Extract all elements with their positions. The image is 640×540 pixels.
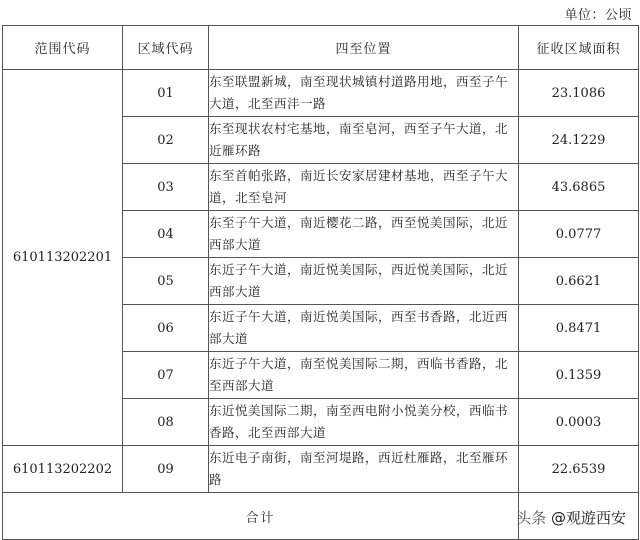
area-code-cell: 07 (123, 352, 209, 399)
area-code-cell: 09 (123, 446, 209, 493)
area-size-cell: 24.1229 (519, 117, 639, 164)
area-code-cell: 06 (123, 305, 209, 352)
area-size-cell: 0.0003 (519, 399, 639, 446)
total-label: 合计 (3, 493, 519, 540)
header-area-size: 征收区域面积 (519, 26, 639, 70)
boundaries-cell: 东至现状农村宅基地，南至皂河，西至子午大道，北近雁环路 (209, 117, 519, 164)
area-size-cell: 22.6539 (519, 446, 639, 493)
watermark-handle: @观遊西安 (550, 509, 626, 527)
area-size-cell: 0.6621 (519, 258, 639, 305)
table-row (3, 70, 639, 117)
area-size-cell: 0.8471 (519, 305, 639, 352)
area-code-cell: 01 (123, 70, 209, 117)
area-code-cell: 08 (123, 399, 209, 446)
watermark (516, 507, 626, 528)
header-range-code: 范围代码 (3, 26, 123, 70)
area-code-cell: 05 (123, 258, 209, 305)
area-size-cell: 23.1086 (519, 70, 639, 117)
header-area-code: 区域代码 (123, 26, 209, 70)
area-code-cell: 04 (123, 211, 209, 258)
unit-label: 单位：公顷 (564, 8, 632, 23)
boundaries-cell: 东至子午大道，南近樱花二路，西至悦美国际，北近西部大道 (209, 211, 519, 258)
area-size-cell: 0.0777 (519, 211, 639, 258)
header-row (3, 26, 639, 70)
boundaries-cell: 东近子午大道，南至悦美国际二期，西临书香路，北至西部大道 (209, 352, 519, 399)
boundaries-cell: 东至联盟新城，南至现状城镇村道路用地，西至子午大道，北至西沣一路 (209, 70, 519, 117)
area-size-cell: 0.1359 (519, 352, 639, 399)
area-code-cell: 02 (123, 117, 209, 164)
table-row (3, 446, 639, 493)
land-acquisition-table (2, 25, 639, 540)
area-code-cell: 03 (123, 164, 209, 211)
boundaries-cell: 东近子午大道，南近悦美国际，西近悦美国际，北近西部大道 (209, 258, 519, 305)
range-code-cell: 610113202201 (3, 70, 123, 446)
boundaries-cell: 东近悦美国际二期，南至西电附小悦美分校，西临书香路，北至西部大道 (209, 399, 519, 446)
range-code-cell: 610113202202 (3, 446, 123, 493)
boundaries-cell: 东近子午大道，南近悦美国际，西至书香路，北近西部大道 (209, 305, 519, 352)
area-size-cell: 43.6865 (519, 164, 639, 211)
watermark-prefix: 头条 (516, 509, 547, 527)
boundaries-cell: 东近电子南街，南至河堤路，西近杜雁路，北至雁环路 (209, 446, 519, 493)
boundaries-cell: 东至首帕张路，南近长安家居建材基地，西至子午大道，北至皂河 (209, 164, 519, 211)
header-boundaries: 四至位置 (209, 26, 519, 70)
